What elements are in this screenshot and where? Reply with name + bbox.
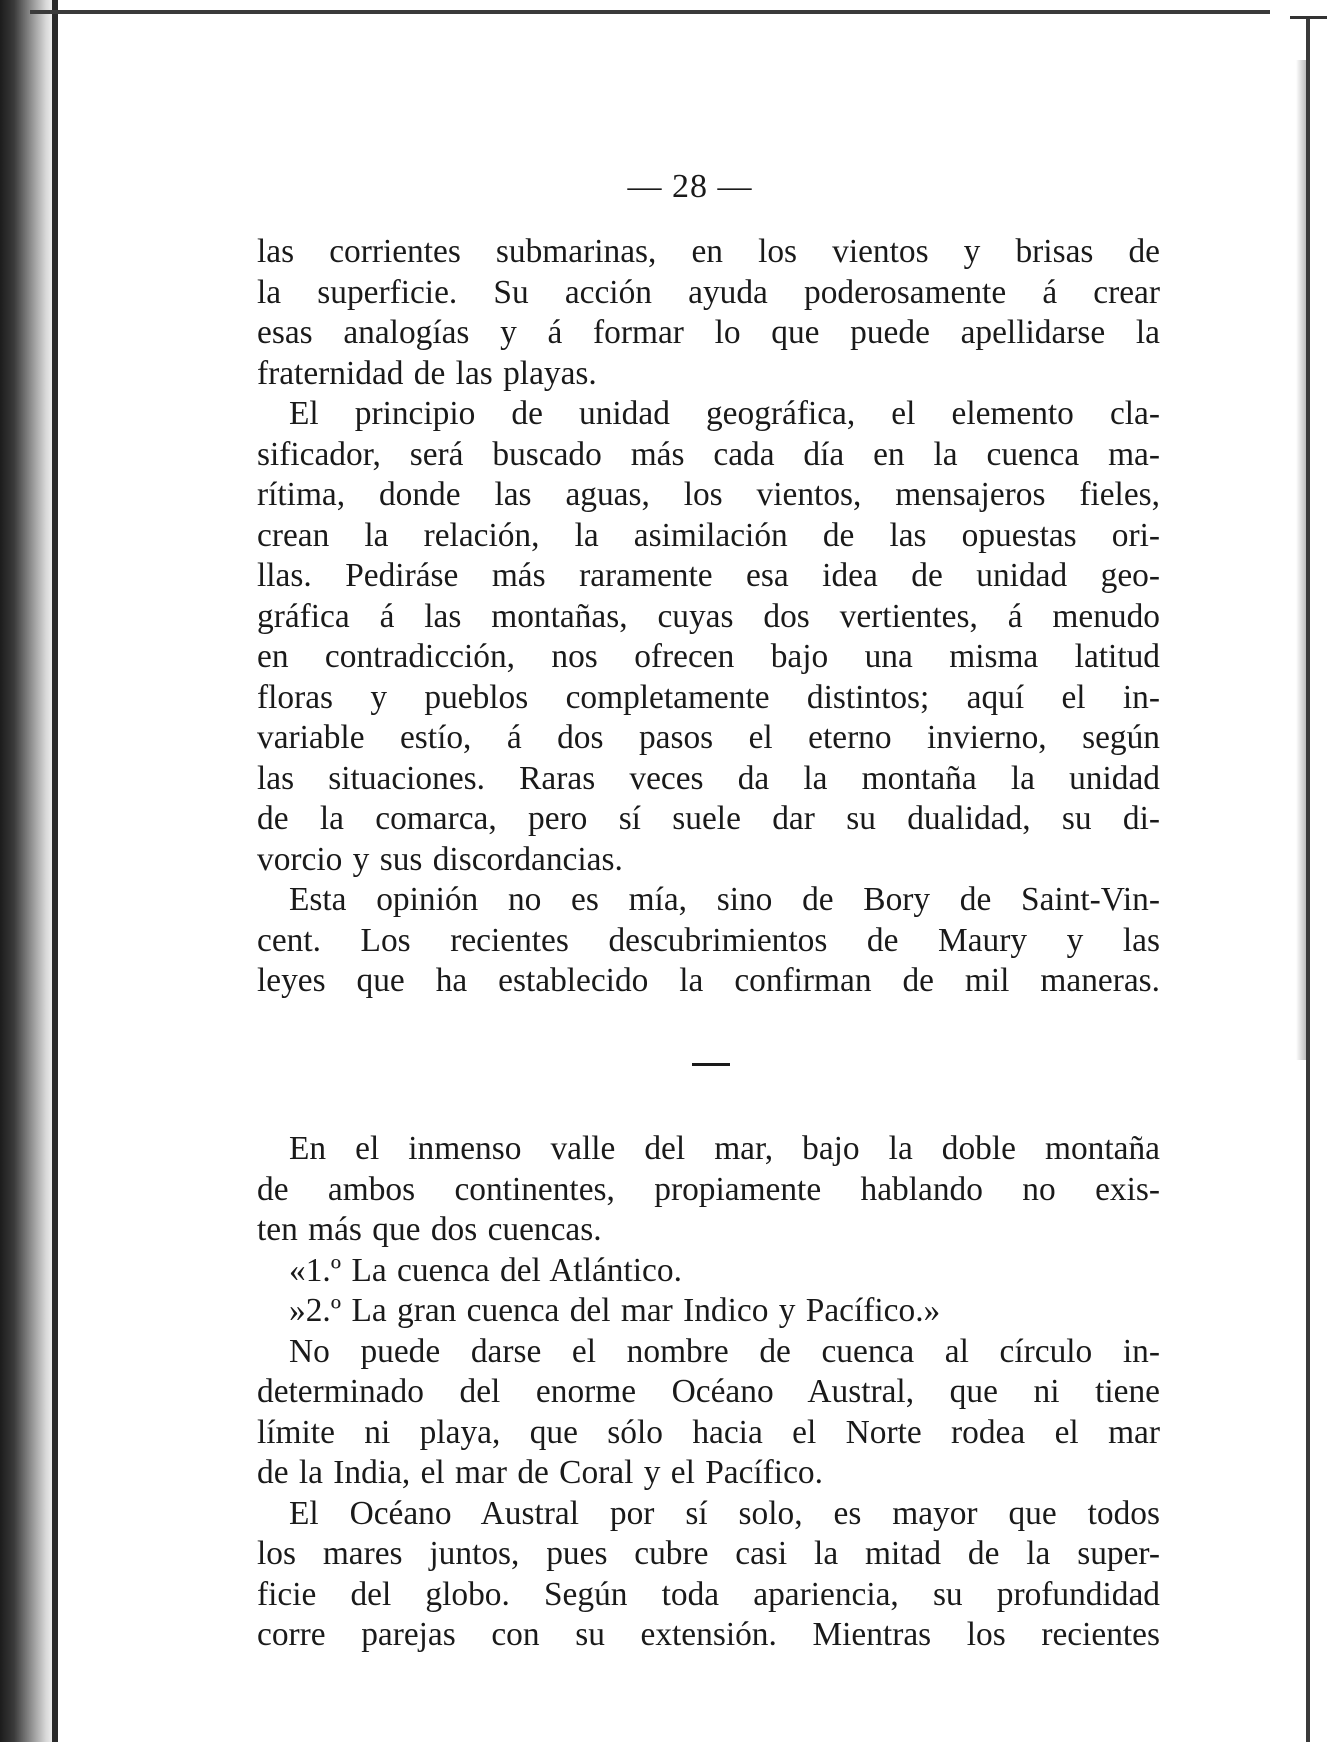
scan-edge-left xyxy=(0,0,58,1742)
text-line: vorcio y sus discordancias. xyxy=(257,840,623,878)
text-line: la superficie. Su acción ayuda poderosamente á crear xyxy=(257,273,1160,311)
scan-edge-top xyxy=(30,10,1270,14)
text-line: en contradicción, nos ofrecen bajo una misma latitud xyxy=(257,638,1160,675)
text-line: fraternidad de las playas. xyxy=(257,354,597,392)
text-line: floras y pueblos completamente distintos; aquí el in- xyxy=(257,678,1160,716)
text-line: No puede darse el nombre de cuenca al círculo in- xyxy=(289,1332,1160,1370)
text-line: de la comarca, pero sí suele dar su dualidad, su di- xyxy=(257,800,1160,837)
text-line: límite ni playa, que sólo hacia el Norte rodea el mar xyxy=(257,1413,1160,1451)
list-item: «1.º La cuenca del Atlántico. xyxy=(289,1251,682,1289)
page-number: — 28 — xyxy=(627,168,753,205)
text-line: de ambos continentes, propiamente hablando no exis- xyxy=(257,1170,1160,1208)
paragraph-block-1 xyxy=(257,232,1160,1002)
text-line: El Océano Austral por sí solo, es mayor que todos xyxy=(289,1494,1160,1532)
text-line: crean la relación, la asimilación de las opuestas ori- xyxy=(257,516,1160,554)
text-line: En el inmenso valle del mar, bajo la doble montaña xyxy=(289,1130,1160,1167)
scan-binding-line xyxy=(52,0,58,1742)
text-line: cent. Los recientes descubrimientos de Maury y las xyxy=(257,921,1160,959)
text-line: leyes que ha establecido la confirman de mil maneras. xyxy=(257,962,1160,999)
section-separator xyxy=(692,1063,730,1066)
text-line: rítima, donde las aguas, los vientos, mensajeros fieles, xyxy=(257,476,1160,513)
text-line: los mares juntos, pues cubre casi la mitad de la super- xyxy=(257,1535,1160,1572)
text-line: esas analogías y á formar lo que puede apellidarse la xyxy=(257,314,1160,351)
text-line: de la India, el mar de Coral y el Pacífico. xyxy=(257,1454,823,1491)
text-line: variable estío, á dos pasos el eterno invierno, según xyxy=(257,719,1160,756)
text-line: las corrientes submarinas, en los vientos y brisas de xyxy=(257,233,1160,270)
scan-shadow-right xyxy=(1296,60,1306,1060)
text-line: determinado del enorme Océano Austral, que ni tiene xyxy=(257,1373,1160,1410)
list-item: »2.º La gran cuenca del mar Indico y Pacífico.» xyxy=(289,1292,941,1329)
text-line: ten más que dos cuencas. xyxy=(257,1211,602,1248)
text-line: sificador, será buscado más cada día en la cuenca ma- xyxy=(257,435,1160,473)
text-line: El principio de unidad geográfica, el elemento cla- xyxy=(289,395,1160,432)
text-line: las situaciones. Raras veces da la montaña la unidad xyxy=(257,759,1160,797)
scan-edge-right xyxy=(1306,16,1310,1742)
text-line: Esta opinión no es mía, sino de Bory de Saint-Vin- xyxy=(289,881,1160,918)
text-line: gráfica á las montañas, cuyas dos vertientes, á menudo xyxy=(257,597,1160,635)
text-line: ficie del globo. Según toda apariencia, su profundidad xyxy=(257,1575,1160,1613)
scan-corner-mark xyxy=(1290,16,1327,19)
text-line: corre parejas con su extensión. Mientras los recientes xyxy=(257,1616,1160,1653)
text-line: llas. Pediráse más raramente esa idea de unidad geo- xyxy=(257,557,1160,594)
paragraph-block-2 xyxy=(257,1129,1160,1656)
